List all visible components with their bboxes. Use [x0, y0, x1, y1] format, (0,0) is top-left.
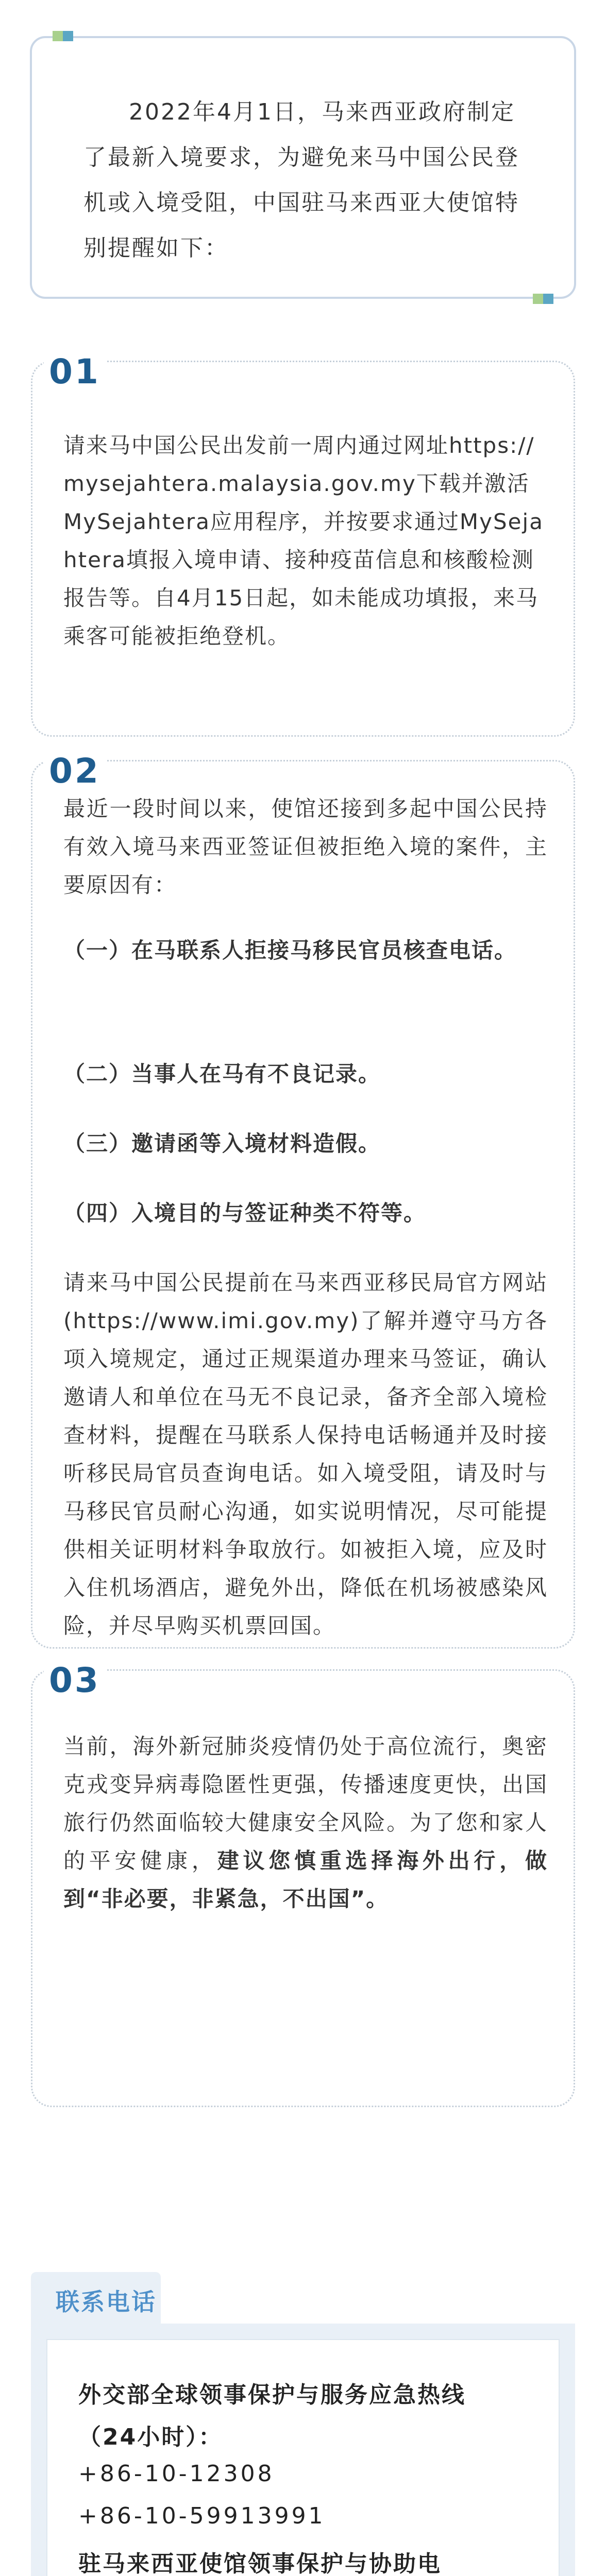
contact-heading: 外交部全球领事保护与服务应急热线: [78, 2382, 466, 2408]
intro-box: [30, 36, 576, 299]
corner-decoration: [53, 31, 63, 41]
contact-heading: （24小时）：: [78, 2424, 223, 2450]
phone-number[interactable]: +86-10-12308: [78, 2461, 275, 2487]
reason-item: （三）邀请函等入境材料造假。: [63, 1131, 381, 1156]
section-paragraph: 请来马中国公民出发前一周内通过网址https://mysejahtera.malaysia.gov.my下载并激活 MySejahtera应用程序，并按要求通过MySejahtera填报入境申请、接种疫苗信息和核酸检测报告等。自4月15日起，如未能成功填报，来马乘客可能被拒绝登机。: [63, 433, 544, 649]
intro-text: 2022年4月1日，马来西亚政府制定了最新入境要求，为避免来马中国公民登机或入境受阻，中国驻马来西亚大使馆特别提醒如下：: [83, 99, 519, 261]
section-paragraph: [63, 1727, 548, 1918]
section-03: [31, 1660, 575, 2107]
reason-item: （二）当事人在马有不良记录。: [63, 1061, 381, 1087]
section-number: 01: [44, 352, 106, 392]
section-paragraph: 最近一段时间以来，使馆还接到多起中国公民持有效入境马来西亚签证但被拒绝入境的案件，主要原因有：: [63, 796, 548, 897]
section-number: 03: [44, 1660, 106, 1700]
section-01: [31, 352, 575, 737]
contact-card: [46, 2339, 560, 2576]
phone-number[interactable]: +86-10-59913991: [78, 2503, 326, 2529]
paragraph-emphasis: 建议您慎重选择海外出行，做到“非必要，非紧急，不出国”。: [63, 1848, 548, 1911]
reason-item: （四）入境目的与签证种类不符等。: [63, 1200, 427, 1226]
section-02: [31, 751, 575, 1649]
reason-item: （一）在马联系人拒接马移民官员核查电话。: [63, 938, 517, 963]
contact-tag: [31, 2272, 161, 2324]
contact-panel: [31, 2324, 575, 2576]
corner-decoration: [533, 294, 543, 304]
corner-decoration: [63, 31, 73, 41]
contact-title: 联系电话: [56, 2288, 157, 2316]
paragraph-plain: 当前，海外新冠肺炎疫情仍处于高位流行，奥密克戎变异病毒隐匿性更强，传播速度更快，出国旅行仍然面临较大健康安全风险。为了您和家人的平安健康，: [63, 1734, 548, 1873]
corner-decoration: [543, 294, 553, 304]
contact-heading: 驻马来西亚使馆领事保护与协助电: [78, 2551, 442, 2576]
section-advice: 请来马中国公民提前在马来西亚移民局官方网站(https://www.imi.gov.my)了解并遵守马方各项入境规定，通过正规渠道办理来马签证，确认邀请人和单位在马无不良记录，备齐全部入境检查材料，提醒在马联系人保持电话畅通并及时接听移民局官员查询电话。如入境受阻，请及时与马移民官员耐心沟通，如实说明情况，尽可能提供相关证明材料争取放行。如被拒入境，应及时入住机场酒店，避免外出，降低在机场被感染风险，并尽早购买机票回国。: [63, 1270, 548, 1638]
section-number: 02: [44, 751, 106, 791]
